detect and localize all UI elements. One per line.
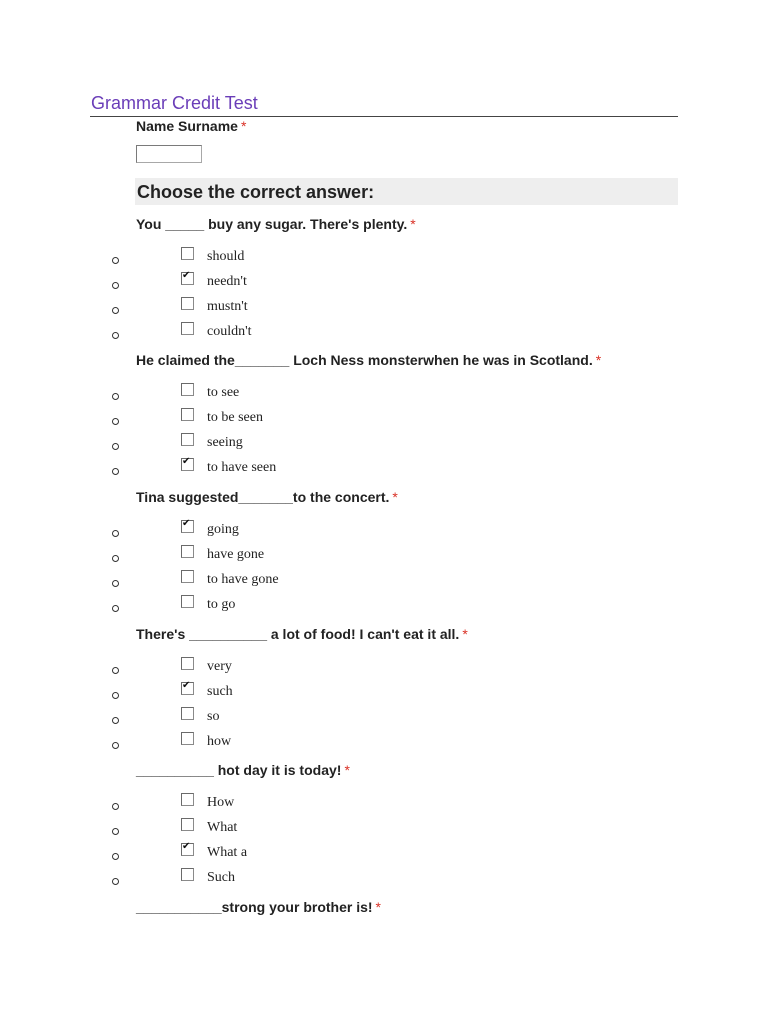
question-text: ___________strong your brother is! bbox=[136, 899, 373, 915]
checkmark-icon: ✔ bbox=[182, 680, 191, 691]
option-checkbox[interactable] bbox=[181, 682, 194, 695]
list-bullet-icon bbox=[112, 828, 119, 835]
question-1-option[interactable] bbox=[0, 249, 400, 273]
form-title: Grammar Credit Test bbox=[91, 93, 258, 113]
option-checkbox[interactable] bbox=[181, 458, 194, 471]
option-checkbox[interactable] bbox=[181, 433, 194, 446]
list-bullet-icon bbox=[112, 393, 119, 400]
option-label: What a bbox=[207, 845, 248, 860]
option-label: to see bbox=[207, 385, 240, 400]
checkmark-icon: ✔ bbox=[182, 518, 191, 529]
list-bullet-icon bbox=[112, 468, 119, 475]
option-checkbox[interactable] bbox=[181, 793, 194, 806]
list-bullet-icon bbox=[112, 742, 119, 749]
required-asterisk: * bbox=[392, 489, 398, 505]
question-1-option[interactable] bbox=[0, 324, 400, 348]
question-5-option[interactable] bbox=[0, 841, 400, 869]
option-label: to be seen bbox=[207, 410, 263, 425]
option-checkbox[interactable] bbox=[181, 383, 194, 396]
list-bullet-icon bbox=[112, 307, 119, 314]
list-bullet-icon bbox=[112, 717, 119, 724]
question-4-option[interactable] bbox=[0, 659, 400, 683]
option-label: have gone bbox=[207, 547, 265, 562]
list-bullet-icon bbox=[112, 605, 119, 612]
list-bullet-icon bbox=[112, 555, 119, 562]
list-bullet-icon bbox=[112, 332, 119, 339]
option-checkbox[interactable] bbox=[181, 657, 194, 670]
list-bullet-icon bbox=[112, 853, 119, 860]
option-checkbox[interactable] bbox=[181, 818, 194, 831]
option-checkbox[interactable] bbox=[181, 570, 194, 583]
name-surname-label bbox=[136, 118, 246, 134]
required-asterisk: * bbox=[462, 626, 468, 642]
option-checkbox[interactable] bbox=[181, 272, 194, 285]
question-4-option[interactable] bbox=[0, 734, 400, 758]
option-label: How bbox=[207, 795, 235, 810]
name-surname-input[interactable] bbox=[136, 145, 202, 163]
question-3-option[interactable] bbox=[0, 518, 400, 546]
option-checkbox[interactable] bbox=[181, 408, 194, 421]
question-1-label bbox=[136, 216, 416, 232]
option-checkbox[interactable] bbox=[181, 322, 194, 335]
option-checkbox[interactable] bbox=[181, 707, 194, 720]
required-asterisk: * bbox=[344, 762, 350, 778]
question-text: You _____ buy any sugar. There's plenty. bbox=[136, 216, 408, 232]
checkmark-icon: ✔ bbox=[182, 456, 191, 467]
option-label: couldn't bbox=[207, 324, 252, 339]
checkmark-icon: ✔ bbox=[182, 270, 191, 281]
list-bullet-icon bbox=[112, 692, 119, 699]
question-text: There's __________ a lot of food! I can't eat it all. bbox=[136, 626, 460, 642]
list-bullet-icon bbox=[112, 282, 119, 289]
required-asterisk: * bbox=[240, 118, 247, 134]
required-asterisk: * bbox=[595, 352, 602, 368]
option-label: to go bbox=[207, 597, 236, 612]
option-label: What bbox=[207, 820, 238, 835]
section-title: Choose the correct answer: bbox=[137, 182, 375, 202]
list-bullet-icon bbox=[112, 580, 119, 587]
question-text: Tina suggested_______to the concert. bbox=[136, 489, 390, 505]
question-6-label bbox=[136, 899, 381, 915]
question-4-option[interactable] bbox=[0, 709, 400, 733]
option-label: going bbox=[207, 522, 239, 537]
question-2-option[interactable] bbox=[0, 456, 400, 484]
option-label: so bbox=[207, 709, 220, 724]
option-label: such bbox=[207, 684, 233, 699]
option-checkbox[interactable] bbox=[181, 297, 194, 310]
question-3-option[interactable] bbox=[0, 597, 400, 621]
section-header bbox=[135, 178, 678, 205]
question-2-option[interactable] bbox=[0, 410, 400, 434]
title-divider bbox=[90, 116, 678, 117]
question-text: __________ hot day it is today! bbox=[136, 762, 342, 778]
option-label: to have gone bbox=[207, 572, 279, 587]
question-2-label bbox=[136, 352, 601, 368]
list-bullet-icon bbox=[112, 443, 119, 450]
list-bullet-icon bbox=[112, 803, 119, 810]
option-label: to have seen bbox=[207, 460, 277, 475]
question-5-option[interactable] bbox=[0, 795, 400, 819]
question-2-option[interactable] bbox=[0, 435, 400, 459]
question-5-label bbox=[136, 762, 350, 778]
option-checkbox[interactable] bbox=[181, 595, 194, 608]
list-bullet-icon bbox=[112, 667, 119, 674]
option-label: mustn't bbox=[207, 299, 248, 314]
option-label: very bbox=[207, 659, 232, 674]
question-2-option[interactable] bbox=[0, 385, 400, 409]
question-text: He claimed the_______ Loch Ness monsterwhen he was in Scotland. bbox=[136, 352, 593, 368]
option-label: should bbox=[207, 249, 245, 264]
list-bullet-icon bbox=[112, 530, 119, 537]
option-label: seeing bbox=[207, 435, 243, 450]
question-3-label bbox=[136, 489, 398, 505]
option-label: Such bbox=[207, 870, 235, 885]
required-asterisk: * bbox=[375, 899, 381, 915]
option-checkbox[interactable] bbox=[181, 545, 194, 558]
list-bullet-icon bbox=[112, 257, 119, 264]
question-3-option[interactable] bbox=[0, 572, 400, 596]
option-checkbox[interactable] bbox=[181, 247, 194, 260]
option-label: needn't bbox=[207, 274, 247, 289]
list-bullet-icon bbox=[112, 418, 119, 425]
required-asterisk: * bbox=[410, 216, 416, 232]
question-4-label bbox=[136, 626, 468, 642]
option-checkbox[interactable] bbox=[181, 868, 194, 881]
question-1-option[interactable] bbox=[0, 299, 400, 323]
question-4-option[interactable] bbox=[0, 680, 400, 708]
question-5-option[interactable] bbox=[0, 820, 400, 844]
question-3-option[interactable] bbox=[0, 547, 400, 571]
list-bullet-icon bbox=[112, 878, 119, 885]
option-checkbox[interactable] bbox=[181, 520, 194, 533]
question-1-option[interactable] bbox=[0, 270, 400, 298]
option-checkbox[interactable] bbox=[181, 732, 194, 745]
name-surname-label-text: Name Surname bbox=[136, 118, 238, 134]
question-5-option[interactable] bbox=[0, 870, 400, 894]
option-checkbox[interactable] bbox=[181, 843, 194, 856]
option-label: how bbox=[207, 734, 232, 749]
checkmark-icon: ✔ bbox=[182, 841, 191, 852]
